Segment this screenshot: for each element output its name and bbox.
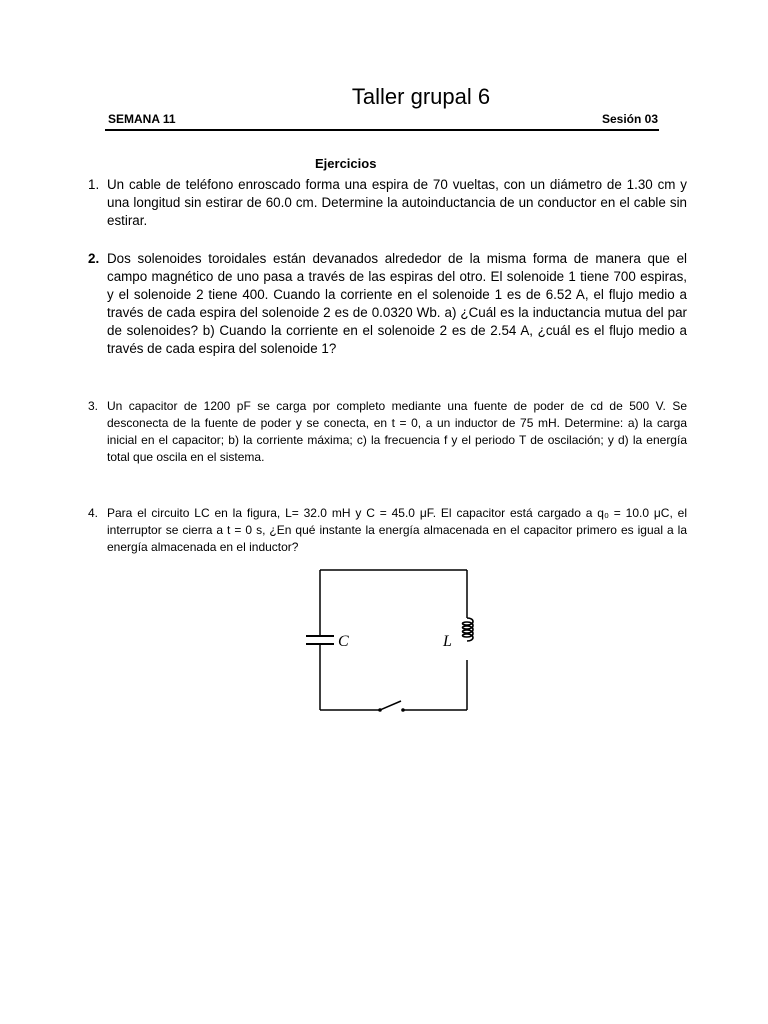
section-heading: Ejercicios	[315, 156, 377, 171]
switch-blade	[380, 701, 401, 710]
problem-number: 2.	[88, 251, 100, 266]
problem-number: 1.	[88, 177, 100, 192]
problem-text: Un capacitor de 1200 pF se carga por completo mediante una fuente de poder de cd de 500 V. Se desconecta de la fuente de poder y se conecta, en t = 0, a un inductor de 75 mH. Determine: a) la carga inicial en el capacitor; b) la corriente máxima; c) la frecuencia f y el periodo T de oscilación; y d) la energía total que oscila en el sistema.	[107, 399, 687, 464]
session-label: Sesión 03	[601, 112, 658, 126]
header-rule	[105, 129, 659, 131]
problem-text: Un cable de teléfono enroscado forma una espira de 70 vueltas, con un diámetro de 1.30 cm y una longitud sin estirar de 60.0 cm. Determine la autoinductancia de un conductor en el cable sin estirar.	[107, 177, 687, 229]
problem-number: 4.	[88, 506, 99, 520]
page-title: Taller grupal 6	[351, 84, 491, 109]
problem-text: Para el circuito LC en la figura, L= 32.0 mH y C = 45.0 μF. El capacitor está cargado a q₀ = 10.0 μC, el interruptor se cierra a t = 0 s, ¿En qué instante la energía almacenada en el capacitor primero es igual a la energía almacenada en el inductor?	[107, 506, 687, 554]
inductor-coil	[463, 618, 474, 641]
lc-circuit-diagram	[300, 560, 490, 720]
problem-text: Dos solenoides toroidales están devanados alrededor de la misma forma de manera que el campo magnético de uno pasa a través de las espiras del otro. El solenoide 1 tiene 700 espiras, y el solenoide 2 tiene 400. Cuando la corriente en el solenoide 1 es de 6.52 A, el flujo medio a través de cada espira del solenoide 2 es de 0.0320 Wb. a) ¿Cuál es la inductancia mutua del par de solenoides? b) Cuando la corriente en el solenoide 2 es de 2.54 A, ¿cuál es el flujo medio a través de cada espira del solenoide 1?	[107, 251, 687, 357]
capacitor-label: C	[338, 633, 349, 650]
problem-number: 3.	[88, 399, 99, 413]
inductor-label: L	[443, 633, 452, 650]
week-label: SEMANA 11	[108, 112, 176, 126]
